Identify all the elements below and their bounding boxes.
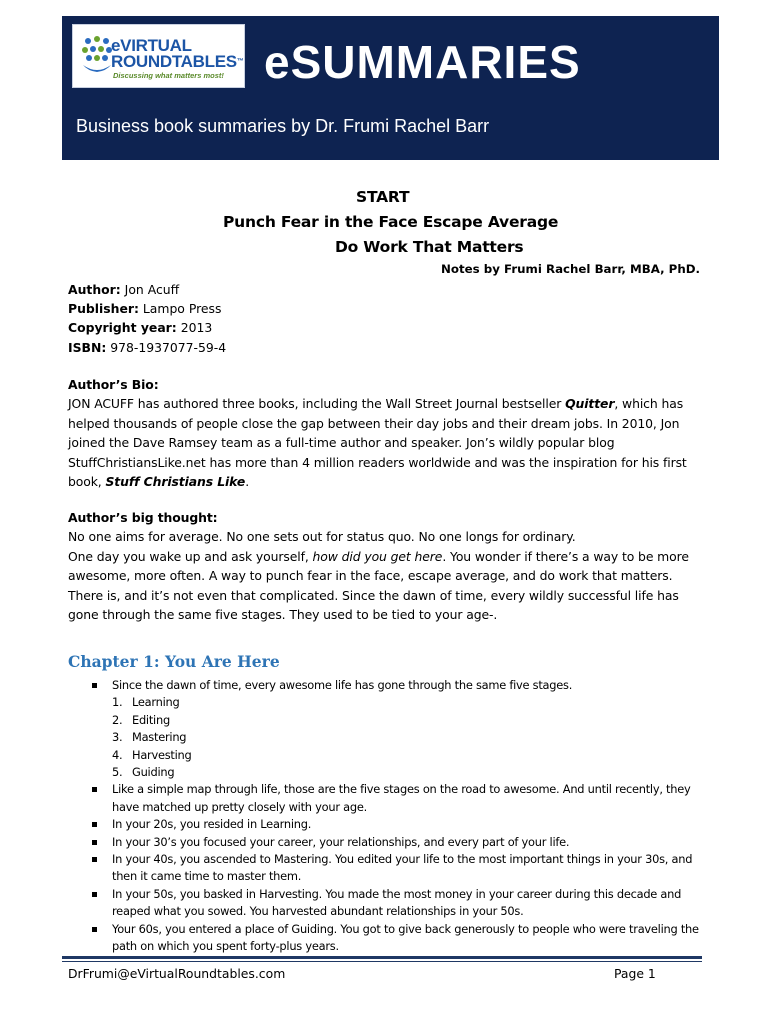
list-item: 2. Editing — [112, 712, 170, 727]
notes-author: Notes by Frumi Rachel Barr, MBA, PhD. — [441, 262, 700, 276]
big-thought-text: One day you wake up and ask yourself, how did you get here. You wonder if there’s a way to be more awesome, more often. A way to punch fear in the face, escape average, and do work that matters. There is, and it’s not even that complicated. Since the dawn of time, every wildly successful life has gone through the same five stages. They used to be tied to your age-. — [68, 548, 689, 623]
banner-title: eSUMMARIES — [264, 36, 581, 88]
logo-tagline: Discussing what matters most! — [113, 71, 224, 80]
evirtual-roundtables-logo — [72, 24, 245, 88]
list-item: 5. Guiding — [112, 765, 175, 780]
list-item: 3. Mastering — [112, 730, 187, 745]
footer-email: DrFrumi@eVirtualRoundtables.com — [68, 966, 286, 981]
book-title-line2: Punch Fear in the Face Escape Average — [223, 213, 559, 231]
banner-subtitle: Business book summaries by Dr. Frumi Rachel Barr — [76, 116, 490, 136]
meta-author: Author: Jon Acuff — [68, 282, 180, 297]
chapter-heading: Chapter 1: You Are Here — [68, 652, 280, 671]
logo-line1: eVIRTUAL — [111, 36, 192, 55]
footer-divider-thin — [62, 961, 702, 962]
list-item: In your 50s, you basked in Harvesting. You made the most money in your career during this decade and reaped what you sowed. You harvested abundant relationships in your 50s. — [92, 886, 708, 921]
stages-list — [112, 694, 708, 781]
meta-isbn: ISBN: 978-1937077-59-4 — [68, 339, 227, 355]
big-thought-line1: No one aims for average. No one sets out for status quo. No one longs for ordinary. — [68, 529, 576, 545]
list-item: In your 20s, you resided in Learning. — [92, 816, 708, 833]
list-item: Like a simple map through life, those are the five stages on the road to awesome. And until recently, they have matched up pretty closely with your age. — [92, 781, 708, 816]
header-banner — [62, 16, 719, 160]
footer-divider — [62, 956, 702, 959]
bio-heading: Author’s Bio: — [68, 377, 159, 392]
book-title-line1: START — [356, 188, 410, 206]
big-thought — [68, 508, 708, 624]
meta-publisher: Publisher: Lampo Press — [68, 301, 222, 317]
book-title-line3: Do Work That Matters — [335, 238, 524, 256]
chapter-bullet-list — [92, 677, 708, 956]
author-bio — [68, 375, 708, 491]
book-metadata — [68, 280, 226, 357]
list-item: Since the dawn of time, every awesome life has gone through the same five stages. 1. Learning 2. Editing 3. Mastering 4. Harvesting 5. Guiding — [92, 677, 708, 781]
logo-line2: ROUNDTABLES™ — [111, 52, 244, 71]
list-item: 1. Learning — [112, 695, 180, 710]
list-item: In your 40s, you ascended to Mastering. You edited your life to the most important things in your 30s, and then it came time to master them. — [92, 851, 708, 886]
meta-copyright: Copyright year: 2013 — [68, 320, 213, 336]
footer-page-number: Page 1 — [614, 966, 656, 981]
people-dots-icon — [80, 35, 114, 75]
big-thought-heading: Author’s big thought: — [68, 510, 218, 525]
list-item: Your 60s, you entered a place of Guiding. You got to give back generously to people who were traveling the path on which you spent forty-plus years. — [92, 921, 708, 956]
list-item: In your 30’s you focused your career, your relationships, and every part of your life. — [92, 834, 708, 851]
bio-text: JON ACUFF has authored three books, including the Wall Street Journal bestseller Quitter, which has helped thousands of people close the gap between their day jobs and their dream jobs. In 2010, Jon joined the Dave Ramsey team as a full-time author and speaker. Jon’s wildly popular blog StuffChristiansLike.net has more than 4 million readers worldwide and was the inspiration for his first book, Stuff Christians Like. — [68, 396, 687, 490]
list-item: 4. Harvesting — [112, 747, 192, 762]
